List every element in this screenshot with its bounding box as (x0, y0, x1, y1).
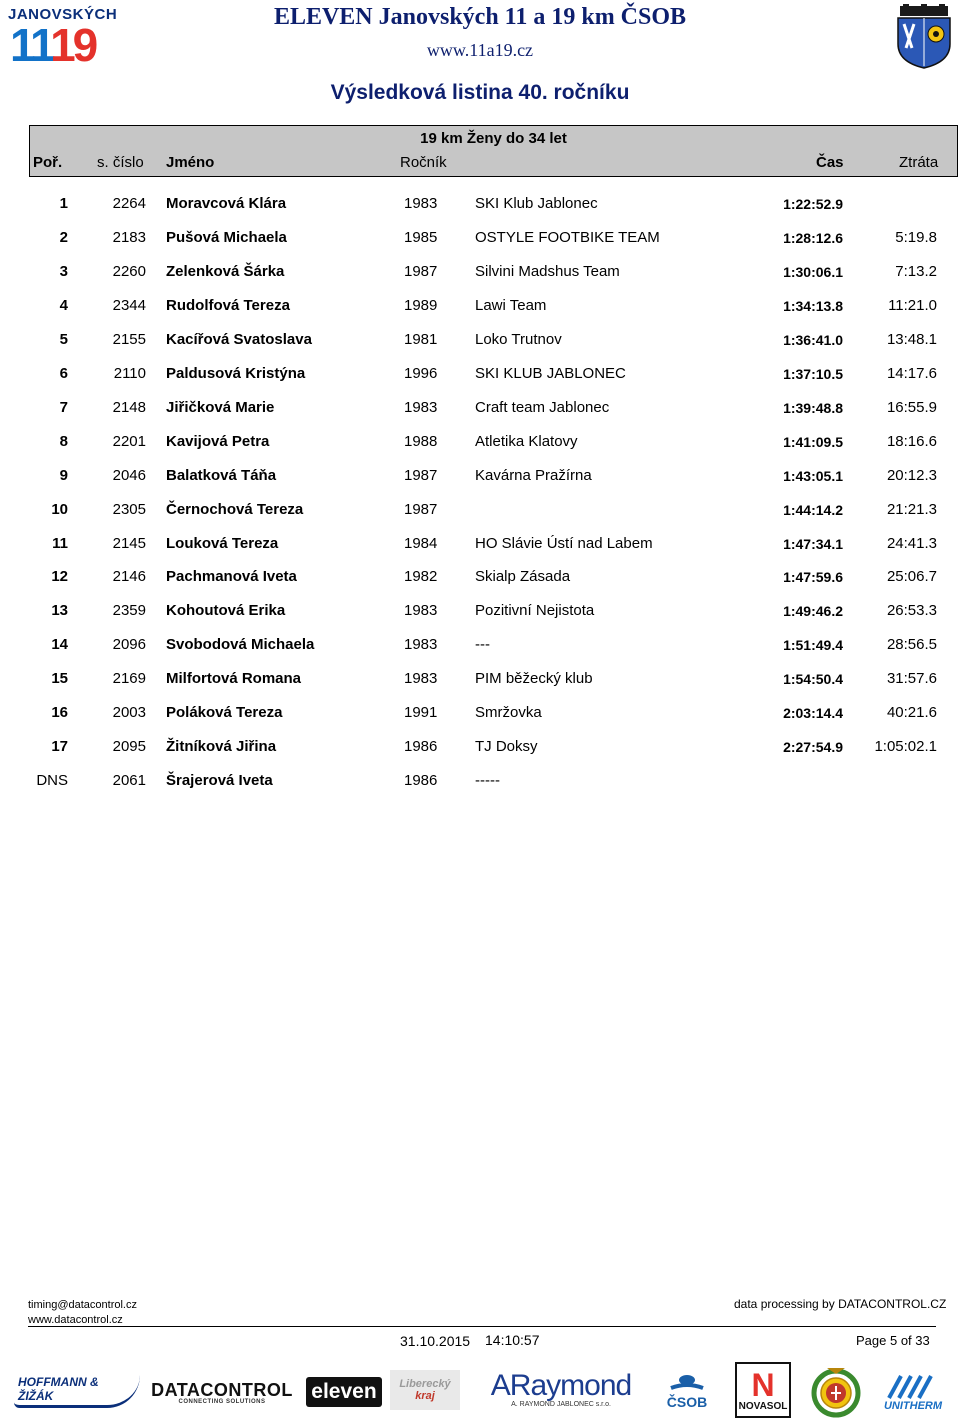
cell-club: Atletika Klatovy (475, 432, 578, 450)
cell-time: 1:30:06.1 (783, 263, 843, 280)
cell-time: 1:47:59.6 (783, 569, 843, 586)
cell-year: 1985 (404, 228, 438, 246)
cell-name: Milfortová Romana (166, 670, 302, 688)
table-row (0, 526, 960, 560)
column-header-loss: Ztráta (899, 154, 939, 171)
cell-rank: 3 (59, 262, 68, 280)
cell-year: 1984 (404, 534, 438, 552)
cell-bib: 2145 (112, 534, 146, 552)
cell-bib: 2183 (112, 228, 146, 246)
cell-rank: 1 (59, 195, 68, 212)
cell-year: 1982 (404, 568, 438, 586)
cell-rank: 15 (51, 670, 68, 688)
table-row (0, 729, 960, 763)
cell-club: --- (475, 636, 490, 654)
cell-loss: 13:48.1 (886, 330, 937, 348)
table-row (0, 220, 960, 254)
sponsor-liberecky-kraj-logo: Liberecký kraj (390, 1370, 460, 1410)
cell-name: Kavijová Petra (166, 432, 270, 450)
cell-bib: 2095 (112, 738, 146, 756)
event-url: www.11a19.cz (426, 40, 534, 60)
table-row (0, 424, 960, 458)
cell-year: 1986 (404, 772, 438, 790)
cell-name: Kohoutová Erika (166, 602, 286, 620)
column-header-year: Ročník (400, 154, 447, 171)
cell-bib: 2169 (112, 670, 146, 688)
cell-time: 1:49:46.2 (783, 603, 843, 620)
novasol-n-icon: N (751, 1366, 775, 1403)
cell-name: Moravcová Klára (166, 195, 287, 212)
cell-loss: 11:21.0 (888, 296, 937, 314)
cell-bib: 2260 (112, 262, 146, 280)
cell-time: 1:36:41.0 (783, 331, 843, 348)
cell-loss: 5:19.8 (895, 228, 937, 246)
cell-time: 1:47:34.1 (783, 535, 843, 552)
column-header-time: Čas (816, 154, 844, 171)
cell-bib: 2110 (113, 364, 146, 382)
cell-rank: 14 (51, 636, 68, 654)
sponsor-hoffmann-logo: HOFFMANN & ŽIŽÁK (14, 1376, 140, 1406)
cell-loss: 16:55.9 (886, 398, 937, 416)
sponsor-csob-logo: ČSOB (662, 1372, 712, 1412)
cell-name: Balatková Táňa (166, 466, 277, 484)
column-header-rank: Poř. (33, 154, 63, 171)
cell-time: 1:44:14.2 (783, 501, 843, 518)
cell-rank: 5 (59, 330, 68, 348)
cell-time: 1:43:05.1 (783, 467, 843, 484)
footer-processing: data processing by DATACONTROL.CZ (734, 1297, 947, 1311)
cell-year: 1986 (404, 738, 438, 756)
cell-name: Kacířová Svatoslava (166, 330, 312, 348)
cell-club: HO Slávie Ústí nad Labem (475, 534, 653, 552)
cell-name: Jiřičková Marie (166, 398, 275, 416)
cell-year: 1983 (404, 636, 438, 654)
cell-club: Skialp Zásada (475, 568, 571, 586)
wreath-crest-icon (809, 1364, 863, 1418)
cell-name: Žitníková Jiřina (166, 738, 277, 756)
table-row (0, 186, 960, 220)
table-row (0, 322, 960, 356)
table-header (29, 125, 958, 177)
cell-loss: 25:06.7 (886, 568, 937, 586)
cell-bib: 2264 (112, 195, 146, 212)
event-logo-number-11: 11 (10, 19, 51, 71)
cell-bib: 2096 (112, 636, 146, 654)
table-row (0, 254, 960, 288)
cell-bib: 2003 (112, 704, 146, 722)
footer-contact (28, 1298, 137, 1328)
cell-rank: 10 (51, 500, 68, 518)
table-row (0, 695, 960, 729)
cell-year: 1983 (404, 602, 438, 620)
footer-web[interactable]: www.datacontrol.cz (28, 1314, 123, 1326)
cell-club: TJ Doksy (475, 738, 538, 756)
cell-name: Louková Tereza (166, 534, 279, 552)
cell-rank: DNS (36, 772, 68, 790)
sponsor-wreath-crest-logo (808, 1364, 864, 1418)
cell-bib: 2359 (112, 602, 146, 620)
event-logo-text: JANOVSKÝCH (8, 6, 118, 23)
category-title: 19 km Ženy do 34 let (420, 130, 567, 147)
event-logo-numbers (10, 20, 95, 70)
sponsor-araymond-logo: ARaymond A. RAYMOND JABLONEC s.r.o. (490, 1369, 632, 1408)
cell-time: 1:22:52.9 (783, 196, 843, 212)
cell-club: SKI Klub Jablonec (475, 195, 598, 212)
cell-year: 1987 (404, 500, 438, 518)
sponsor-unitherm-logo: UNITHERM (878, 1370, 948, 1414)
cell-bib: 2148 (112, 398, 146, 416)
footer-time: 14:10:57 (485, 1332, 540, 1348)
cell-bib: 2201 (112, 432, 146, 450)
town-crest-icon (894, 4, 954, 70)
cell-bib: 2061 (112, 772, 146, 790)
cell-name: Poláková Tereza (166, 704, 283, 722)
cell-year: 1991 (404, 704, 438, 722)
cell-club: ----- (475, 772, 500, 790)
cell-club: SKI KLUB JABLONEC (475, 364, 626, 382)
cell-club: Kavárna Pražírna (475, 466, 592, 484)
cell-year: 1988 (404, 432, 438, 450)
page-title: ELEVEN Janovských 11 a 19 km ČSOB (273, 4, 687, 30)
cell-rank: 7 (59, 398, 68, 416)
cell-loss: 40:21.6 (886, 704, 937, 722)
table-row (0, 627, 960, 661)
cell-year: 1983 (404, 195, 438, 212)
cell-loss: 7:13.2 (895, 262, 937, 280)
cell-rank: 16 (51, 704, 68, 722)
cell-bib: 2046 (112, 466, 146, 484)
cell-year: 1987 (404, 262, 438, 280)
results-subtitle: Výsledková listina 40. ročníku (330, 81, 630, 104)
cell-club: Craft team Jablonec (475, 398, 610, 416)
table-row (0, 356, 960, 390)
table-row (0, 288, 960, 322)
event-logo (8, 6, 120, 71)
footer-date: 31.10.2015 (400, 1333, 471, 1349)
cell-club: Smržovka (475, 704, 542, 722)
cell-year: 1983 (404, 670, 438, 688)
footer-page-number: Page 5 of 33 (856, 1333, 930, 1348)
cell-rank: 13 (51, 602, 68, 620)
event-logo-number-19: 19 (50, 19, 96, 71)
cell-rank: 11 (52, 534, 68, 552)
cell-year: 1996 (404, 364, 438, 382)
cell-year: 1987 (404, 466, 438, 484)
unitherm-icon (883, 1372, 943, 1400)
cell-rank: 12 (51, 568, 68, 586)
cell-loss: 1:05:02.1 (874, 738, 937, 756)
cell-loss: 18:16.6 (886, 432, 937, 450)
cell-time: 1:34:13.8 (783, 297, 843, 314)
cell-time: 1:39:48.8 (783, 399, 843, 416)
table-row (0, 492, 960, 526)
cell-name: Pachmanová Iveta (166, 568, 297, 586)
cell-loss: 24:41.3 (886, 534, 937, 552)
table-row (0, 661, 960, 695)
column-header-bib: s. číslo (97, 154, 144, 171)
cell-club: Loko Trutnov (475, 330, 562, 348)
cell-time: 1:37:10.5 (783, 365, 843, 382)
footer-email[interactable]: timing@datacontrol.cz (28, 1299, 137, 1311)
cell-name: Šrajerová Iveta (166, 772, 273, 790)
cell-time: 2:03:14.4 (783, 705, 843, 722)
cell-loss: 14:17.6 (886, 364, 937, 382)
cell-loss: 20:12.3 (886, 466, 937, 484)
cell-club: Lawi Team (475, 296, 547, 314)
sponsor-novasol-logo: N NOVASOL (735, 1362, 791, 1418)
footer-divider (28, 1326, 936, 1327)
cell-name: Rudolfová Tereza (166, 296, 290, 314)
cell-name: Paldusová Kristýna (166, 364, 306, 382)
cell-bib: 2305 (112, 500, 146, 518)
cell-time: 2:27:54.9 (783, 739, 843, 756)
cell-loss: 31:57.6 (886, 670, 937, 688)
cell-rank: 9 (59, 466, 68, 484)
cell-time: 1:41:09.5 (783, 433, 843, 450)
cell-name: Černochová Tereza (166, 500, 304, 518)
cell-loss: 26:53.3 (886, 602, 937, 620)
table-row (0, 763, 960, 797)
cell-rank: 4 (59, 296, 68, 314)
cell-rank: 8 (59, 432, 68, 450)
cell-loss: 28:56.5 (886, 636, 937, 654)
table-row (0, 559, 960, 593)
cell-year: 1989 (404, 296, 438, 314)
column-header-name: Jméno (166, 154, 215, 171)
cell-loss: 21:21.3 (886, 500, 937, 518)
table-row (0, 458, 960, 492)
cell-club: OSTYLE FOOTBIKE TEAM (475, 228, 660, 246)
cell-club: Silvini Madshus Team (475, 262, 620, 280)
cell-rank: 2 (59, 228, 68, 246)
table-row (0, 390, 960, 424)
cell-rank: 17 (51, 738, 68, 756)
sponsor-eleven-logo: eleven (306, 1377, 382, 1407)
cell-time: 1:51:49.4 (783, 637, 843, 654)
cell-time: 1:28:12.6 (783, 229, 843, 246)
cell-name: Pušová Michaela (166, 228, 287, 246)
cell-bib: 2146 (112, 568, 146, 586)
cell-name: Zelenková Šárka (166, 262, 285, 280)
cell-year: 1983 (404, 398, 438, 416)
cell-name: Svobodová Michaela (166, 636, 315, 654)
cell-club: Pozitivní Nejistota (475, 602, 595, 620)
cell-time: 1:54:50.4 (783, 671, 843, 688)
cell-rank: 6 (59, 364, 68, 382)
cell-club: PIM běžecký klub (475, 670, 593, 688)
sponsor-datacontrol-logo: DATACONTROL CONNECTING SOLUTIONS (151, 1380, 293, 1405)
cell-year: 1981 (404, 330, 438, 348)
cell-bib: 2344 (112, 296, 146, 314)
cell-bib: 2155 (112, 330, 146, 348)
csob-wave-icon (669, 1374, 705, 1394)
table-row (0, 593, 960, 627)
